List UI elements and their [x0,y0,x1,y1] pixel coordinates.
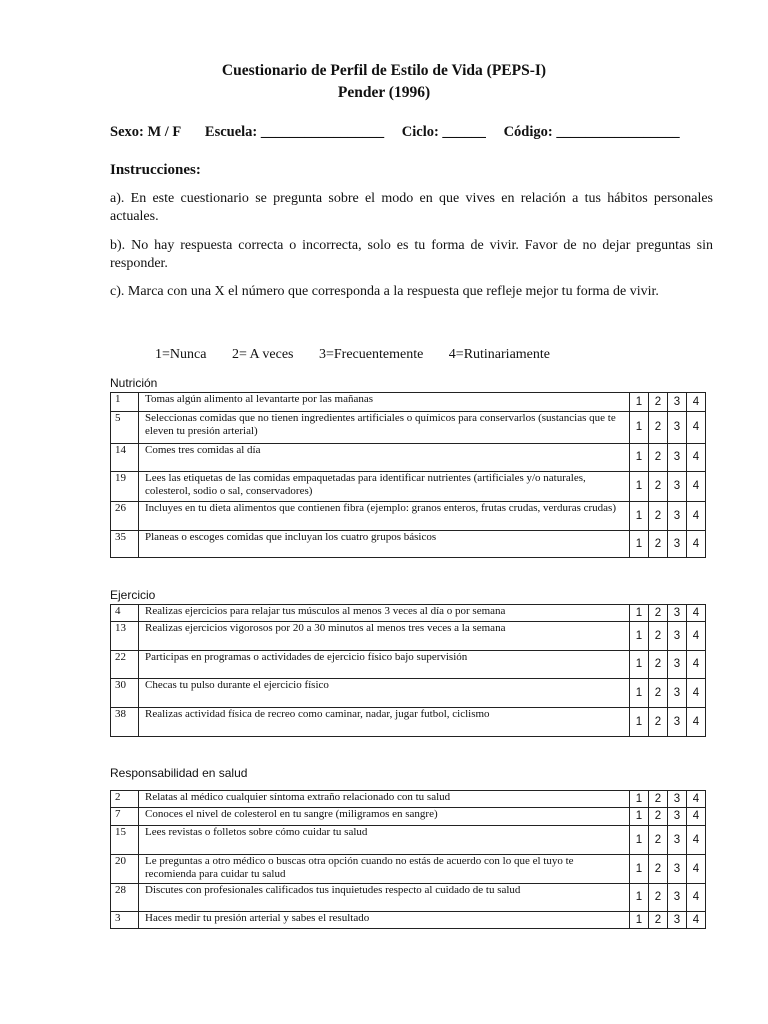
question-number: 14 [111,444,139,472]
question-row [111,531,706,558]
answer-option-3[interactable]: 3 [668,708,687,737]
answer-option-3[interactable]: 3 [668,808,687,826]
question-row [111,884,706,912]
answer-option-2[interactable]: 2 [649,808,668,826]
answer-option-1[interactable]: 1 [630,791,649,808]
answer-option-1[interactable]: 1 [630,651,649,679]
question-text: Lees revistas o folletos sobre cómo cuidar tu salud [139,826,630,855]
question-row [111,855,706,884]
question-text: Checas tu pulso durante el ejercicio físico [139,679,630,708]
answer-option-2[interactable]: 2 [649,605,668,622]
answer-option-2[interactable]: 2 [649,622,668,651]
section-title-responsabilidad: Responsabilidad en salud [110,766,248,780]
answer-option-3[interactable]: 3 [668,531,687,558]
answer-option-3[interactable]: 3 [668,855,687,884]
answer-option-3[interactable]: 3 [668,651,687,679]
answer-option-4[interactable]: 4 [687,808,706,826]
question-text: Conoces el nivel de colesterol en tu sangre (miligramos en sangre) [139,808,630,826]
answer-option-3[interactable]: 3 [668,393,687,412]
question-number: 4 [111,605,139,622]
answer-option-3[interactable]: 3 [668,444,687,472]
question-row [111,412,706,444]
answer-option-1[interactable]: 1 [630,502,649,531]
question-text: Realizas ejercicios vigorosos por 20 a 30 minutos al menos tres veces a la semana [139,622,630,651]
answer-option-3[interactable]: 3 [668,502,687,531]
answer-option-1[interactable]: 1 [630,679,649,708]
ciclo-field[interactable]: Ciclo: ______ [401,124,486,140]
question-number: 3 [111,912,139,929]
answer-option-4[interactable]: 4 [687,884,706,912]
question-number: 30 [111,679,139,708]
question-row [111,791,706,808]
answer-option-4[interactable]: 4 [687,605,706,622]
question-number: 13 [111,622,139,651]
answer-option-1[interactable]: 1 [630,472,649,502]
question-row [111,605,706,622]
answer-option-3[interactable]: 3 [668,472,687,502]
question-row [111,912,706,929]
answer-option-3[interactable]: 3 [668,679,687,708]
document-subtitle: Pender (1996) [337,84,431,101]
question-number: 28 [111,884,139,912]
question-number: 2 [111,791,139,808]
answer-option-2[interactable]: 2 [649,708,668,737]
question-number: 35 [111,531,139,558]
answer-option-3[interactable]: 3 [668,605,687,622]
codigo-field[interactable]: Código: _________________ [503,124,680,140]
instruction-b: b). No hay respuesta correcta o incorrecta, solo es tu forma de vivir. Favor de no dejar preguntas sin responder. [110,238,713,271]
answer-option-1[interactable]: 1 [630,412,649,444]
answer-option-1[interactable]: 1 [630,808,649,826]
answer-option-1[interactable]: 1 [630,622,649,651]
question-number: 26 [111,502,139,531]
answer-option-2[interactable]: 2 [649,393,668,412]
question-text: Relatas al médico cualquier síntoma extraño relacionado con tu salud [139,791,630,808]
question-number: 22 [111,651,139,679]
question-text: Discutes con profesionales calificados tus inquietudes respecto al cuidado de tu salud [139,884,630,912]
question-row [111,502,706,531]
answer-option-2[interactable]: 2 [649,791,668,808]
answer-option-4[interactable]: 4 [687,826,706,855]
answer-option-4[interactable]: 4 [687,444,706,472]
answer-option-3[interactable]: 3 [668,912,687,929]
ejercicio-table [110,604,706,737]
answer-option-1[interactable]: 1 [630,444,649,472]
answer-option-1[interactable]: 1 [630,531,649,558]
answer-option-3[interactable]: 3 [668,791,687,808]
question-number: 5 [111,412,139,444]
question-text: Realizas actividad física de recreo como caminar, nadar, jugar futbol, ciclismo [139,708,630,737]
question-text: Le preguntas a otro médico o buscas otra opción cuando no estás de acuerdo con lo que el tuyo te recomienda para cuidar tu salud [139,855,630,884]
responsabilidad-table [110,790,706,929]
question-row [111,808,706,826]
answer-option-1[interactable]: 1 [630,826,649,855]
answer-option-4[interactable]: 4 [687,855,706,884]
answer-option-2[interactable]: 2 [649,472,668,502]
question-row [111,826,706,855]
question-number: 7 [111,808,139,826]
question-row [111,472,706,502]
respondent-fields [110,124,694,141]
instructions-heading: Instrucciones: [110,162,201,178]
document-title: Cuestionario de Perfil de Estilo de Vida (PEPS-I) [221,62,547,79]
question-row [111,708,706,737]
answer-option-4[interactable]: 4 [687,412,706,444]
question-number: 19 [111,472,139,502]
answer-option-2[interactable]: 2 [649,531,668,558]
answer-option-3[interactable]: 3 [668,884,687,912]
question-number: 15 [111,826,139,855]
answer-option-2[interactable]: 2 [649,826,668,855]
answer-option-2[interactable]: 2 [649,412,668,444]
answer-option-2[interactable]: 2 [649,651,668,679]
question-text: Lees las etiquetas de las comidas empaquetadas para identificar nutrientes (artificiales y/o naturales, colesterol, sodio o sal, conservadores) [139,472,630,502]
question-text: Seleccionas comidas que no tienen ingredientes artificiales o químicos para conservarlos (sustancias que te eleven tu presión arterial) [139,412,630,444]
sexo-field[interactable]: Sexo: M / F [110,124,182,140]
question-row [111,651,706,679]
scale-1: 1=Nunca [155,347,207,362]
question-row [111,444,706,472]
instruction-c: c). Marca con una X el número que corresponda a la respuesta que refleje mejor tu forma de vivir. [110,284,659,299]
answer-option-4[interactable]: 4 [687,912,706,929]
question-number: 38 [111,708,139,737]
question-text: Participas en programas o actividades de ejercicio físico bajo supervisión [139,651,630,679]
scale-3: 3=Frecuentemente [319,347,424,362]
answer-option-1[interactable]: 1 [630,884,649,912]
question-number: 1 [111,393,139,412]
answer-option-1[interactable]: 1 [630,393,649,412]
question-text: Incluyes en tu dieta alimentos que contienen fibra (ejemplo: granos enteros, frutas crudas, verduras crudas) [139,502,630,531]
scale-legend [155,347,572,363]
question-row [111,393,706,412]
nutricion-table [110,392,706,558]
answer-option-4[interactable]: 4 [687,708,706,737]
answer-option-1[interactable]: 1 [630,912,649,929]
answer-option-2[interactable]: 2 [649,679,668,708]
answer-option-2[interactable]: 2 [649,855,668,884]
answer-option-2[interactable]: 2 [649,884,668,912]
question-text: Planeas o escoges comidas que incluyan los cuatro grupos básicos [139,531,630,558]
scale-4: 4=Rutinariamente [448,347,550,362]
section-title-nutricion: Nutrición [110,376,158,390]
answer-option-4[interactable]: 4 [687,679,706,708]
question-number: 20 [111,855,139,884]
answer-option-3[interactable]: 3 [668,622,687,651]
answer-option-4[interactable]: 4 [687,472,706,502]
answer-option-4[interactable]: 4 [687,502,706,531]
answer-option-2[interactable]: 2 [649,502,668,531]
answer-option-4[interactable]: 4 [687,531,706,558]
question-text: Comes tres comidas al día [139,444,630,472]
answer-option-1[interactable]: 1 [630,605,649,622]
answer-option-1[interactable]: 1 [630,708,649,737]
answer-option-4[interactable]: 4 [687,791,706,808]
answer-option-3[interactable]: 3 [668,826,687,855]
answer-option-1[interactable]: 1 [630,855,649,884]
scale-2: 2= A veces [231,347,294,362]
answer-option-4[interactable]: 4 [687,393,706,412]
answer-option-4[interactable]: 4 [687,622,706,651]
escuela-field[interactable]: Escuela: _________________ [204,124,385,140]
question-row [111,622,706,651]
answer-option-2[interactable]: 2 [649,444,668,472]
answer-option-3[interactable]: 3 [668,412,687,444]
instruction-a: a). En este cuestionario se pregunta sobre el modo en que vives en relación a tus hábitos personales actuales. [110,191,713,224]
answer-option-4[interactable]: 4 [687,651,706,679]
question-text: Tomas algún alimento al levantarte por las mañanas [139,393,630,412]
question-text: Haces medir tu presión arterial y sabes el resultado [139,912,630,929]
answer-option-2[interactable]: 2 [649,912,668,929]
section-title-ejercicio: Ejercicio [110,588,156,602]
question-text: Realizas ejercicios para relajar tus músculos al menos 3 veces al día o por semana [139,605,630,622]
question-row [111,679,706,708]
